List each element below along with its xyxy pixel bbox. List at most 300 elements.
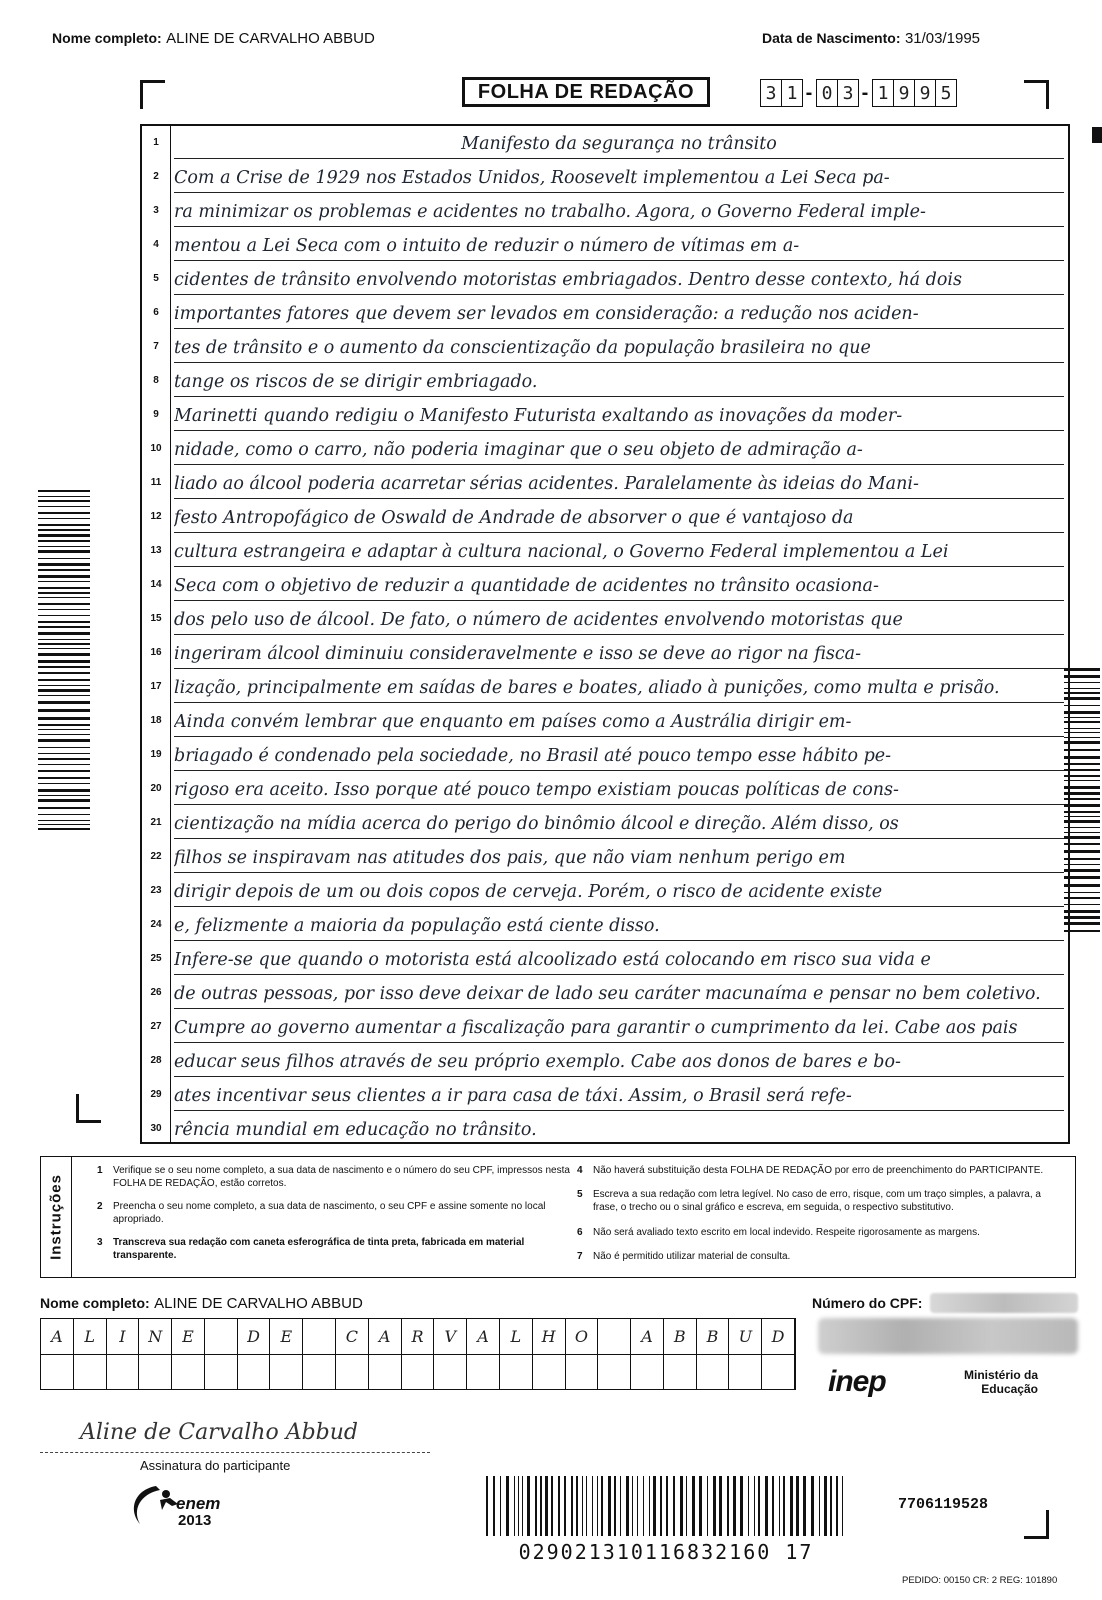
order-info: PEDIDO: 00150 CR: 2 REG: 101890 [902, 1575, 1058, 1586]
barcode-bar [38, 828, 90, 830]
instruction-item [97, 1165, 577, 1190]
inep-logo: inep [828, 1365, 886, 1398]
name-letter-cell: U [729, 1319, 762, 1354]
essay-sheet [140, 124, 1070, 1144]
essay-line [142, 432, 1068, 466]
essay-line [142, 364, 1068, 398]
handwritten-text: Cumpre ao governo aumentar a fiscalização para garantir o cumprimento da lei. Cabe aos pais [174, 1014, 1064, 1043]
instruction-text: Não será avaliado texto escrito em local indevido. Respeite rigorosamente as margens. [593, 1227, 980, 1238]
name-letter-cell: B [697, 1319, 730, 1354]
essay-line [142, 262, 1068, 296]
barcode-bar [38, 679, 90, 681]
instruction-number: 1 [97, 1165, 103, 1176]
line-number: 23 [150, 885, 162, 896]
header-birthdate [762, 30, 980, 48]
name-letter-cell: O [566, 1319, 599, 1354]
instruction-text: Escreva a sua redação com letra legível. No caso de erro, risque, com um traço simples, a palavra, a frase, o trecho ou o sinal gráfico e escreva, em seguida, o respectivo substitutivo. [593, 1189, 1041, 1213]
date-digit-box: 0 [816, 79, 838, 107]
handwritten-text: Ainda convém lembrar que enquanto em países como a Austrália dirigir em- [174, 708, 1064, 737]
barcode-bar [38, 534, 90, 537]
barcode-bar [819, 1476, 820, 1536]
empty-letter-cell [139, 1355, 172, 1389]
handwritten-text: cidentes de trânsito envolvendo motoristas embriagados. Dentro desse contexto, há dois [174, 266, 1064, 295]
essay-line [142, 942, 1068, 976]
essay-line [142, 466, 1068, 500]
barcode-bar [643, 1476, 644, 1536]
barcode-bar [38, 529, 90, 531]
enem-year: 2013 [178, 1512, 212, 1529]
barcode-bar [637, 1476, 638, 1536]
barcode-bar [38, 799, 90, 802]
line-number: 6 [153, 307, 159, 318]
line-number: 27 [150, 1021, 162, 1032]
essay-line [142, 160, 1068, 194]
barcode-bar [649, 1476, 650, 1536]
barcode-bar [38, 753, 90, 754]
barcode-bar [727, 1476, 729, 1536]
handwritten-text: Infere-se que quando o motorista está alcoolizado está colocando em risco sua vida e [174, 946, 1064, 975]
barcode-bar [38, 524, 90, 526]
name-letter-grid [40, 1318, 796, 1390]
name-letter-cell: C [336, 1319, 369, 1354]
barcode-bar [38, 540, 90, 542]
serial-number: 7706119528 [898, 1496, 989, 1513]
lower-name-label: Nome completo: [40, 1295, 150, 1311]
cpf-redacted [930, 1293, 1078, 1313]
essay-line [142, 602, 1068, 636]
essay-line [142, 228, 1068, 262]
barcode-bar [38, 795, 90, 796]
instruction-text: Verifique se o seu nome completo, a sua data de nascimento e o número do seu CPF, impressos nesta FOLHA DE REDAÇÃO, estão corretos. [113, 1165, 570, 1189]
handwritten-text: tange os riscos de se dirigir embriagado. [174, 368, 1064, 397]
barcode-number: 029021310116832160 17 [518, 1540, 814, 1564]
name-letter-cell: E [270, 1319, 303, 1354]
handwritten-text: lização, principalmente em saídas de bares e boates, aliado à punições, como multa e prisão. [174, 674, 1064, 703]
line-number: 7 [153, 341, 159, 352]
corner-mark-top-left [140, 80, 165, 109]
barcode-bar [626, 1476, 629, 1536]
name-letter-cell: D [762, 1319, 795, 1354]
line-number: 2 [153, 171, 159, 182]
form-title: FOLHA DE REDAÇÃO [462, 77, 710, 107]
barcode-bar [38, 550, 90, 553]
barcode-bar [38, 609, 90, 610]
essay-line [142, 1078, 1068, 1112]
line-number: 17 [150, 681, 162, 692]
barcode-bar [719, 1476, 722, 1536]
barcode-bar [38, 563, 90, 566]
handwritten-text: Com a Crise de 1929 nos Estados Unidos, Roosevelt implementou a Lei Seca pa- [174, 164, 1064, 193]
barcode-bar [38, 689, 90, 692]
line-number: 15 [150, 613, 162, 624]
essay-line [142, 330, 1068, 364]
instruction-item [577, 1251, 1067, 1264]
empty-letter-cell [74, 1355, 107, 1389]
barcode-bar [38, 626, 90, 628]
handwritten-text: de outras pessoas, por isso deve deixar de lado seu caráter macunaíma e pensar no bem coletivo. [174, 980, 1064, 1009]
barcode-bar [518, 1476, 519, 1536]
barcode-bar [564, 1476, 566, 1536]
barcode-bar [38, 643, 90, 645]
barcode-bar [811, 1476, 814, 1536]
handwritten-text: festo Antropofágico de Oswald de Andrade de absorver o que é vantajoso da [174, 504, 1064, 533]
barcode-bar [666, 1476, 668, 1536]
barcode-bar [551, 1476, 553, 1536]
empty-letter-cell [762, 1355, 795, 1389]
line-number: 5 [153, 273, 159, 284]
date-separator: - [861, 81, 869, 104]
instruction-number: 4 [577, 1165, 583, 1176]
handwritten-text: Marinetti quando redigiu o Manifesto Futurista exaltando as inovações da moder- [174, 402, 1064, 431]
instruction-item [577, 1227, 1067, 1240]
barcode-bar [38, 758, 90, 760]
barcode-bar [653, 1476, 656, 1536]
barcode-bar [38, 724, 90, 726]
barcode-bar [38, 639, 90, 640]
corner-mark-top-right [1024, 80, 1049, 109]
name-letter-cell: A [467, 1319, 500, 1354]
date-digit-box: 1 [781, 79, 803, 107]
line-number: 8 [153, 375, 159, 386]
signature-line [40, 1452, 430, 1453]
name-letter-cell: I [107, 1319, 140, 1354]
lower-name-value: ALINE DE CARVALHO ABBUD [154, 1295, 363, 1312]
essay-line [142, 976, 1068, 1010]
lower-name [40, 1295, 363, 1313]
barcode-bar [38, 789, 90, 792]
barcode-bar [830, 1476, 832, 1536]
line-number: 24 [150, 919, 162, 930]
date-digit-box: 9 [893, 79, 915, 107]
handwritten-text: tes de trânsito e o aumento da conscientização da população brasileira no que [174, 334, 1064, 363]
barcode-bar [748, 1476, 749, 1536]
line-number: 18 [150, 715, 162, 726]
handwritten-text: dos pelo uso de álcool. De fato, o número de acidentes envolvendo motoristas que [174, 606, 1064, 635]
barcode-bar [38, 500, 90, 502]
instruction-item [97, 1201, 577, 1226]
barcode-bar [38, 512, 90, 514]
empty-letter-cell [336, 1355, 369, 1389]
line-number: 4 [153, 239, 159, 250]
essay-line [142, 704, 1068, 738]
date-boxes [760, 78, 956, 108]
barcode-bar [38, 820, 90, 821]
essay-line [142, 738, 1068, 772]
header-birthdate-label: Data de Nascimento: [762, 30, 901, 46]
barcode-bar [38, 824, 90, 825]
name-letter-cell [303, 1319, 336, 1354]
empty-letter-cell [467, 1355, 500, 1389]
name-letter-cell [598, 1319, 631, 1354]
barcode-bar [535, 1476, 537, 1536]
empty-letter-cell [172, 1355, 205, 1389]
handwritten-text: ra minimizar os problemas e acidentes no trabalho. Agora, o Governo Federal imple- [174, 198, 1064, 227]
empty-letter-cell [402, 1355, 435, 1389]
cpf-label: Número do CPF: [812, 1295, 923, 1311]
instruction-item [577, 1189, 1067, 1214]
line-number: 1 [153, 137, 159, 148]
barcode-bar [772, 1476, 774, 1536]
barcode-bar [632, 1476, 633, 1536]
barcode-bar [493, 1476, 495, 1536]
barcode-bar [527, 1476, 530, 1536]
barcode-bar [713, 1476, 716, 1536]
empty-letter-cell [631, 1355, 664, 1389]
handwritten-text: filhos se inspiravam nas atitudes dos pais, que não viam nenhum perigo em [174, 844, 1064, 873]
enem-logo [126, 1480, 236, 1530]
empty-letter-cell [107, 1355, 140, 1389]
empty-letter-cell [664, 1355, 697, 1389]
line-number: 3 [153, 205, 159, 216]
essay-line [142, 772, 1068, 806]
handwritten-text: educar seus filhos através de seu próprio exemplo. Cabe aos donos de bares e bo- [174, 1048, 1064, 1077]
barcode-bar [601, 1476, 603, 1536]
line-number: 10 [150, 443, 162, 454]
line-number: 22 [150, 851, 162, 862]
line-number: 19 [150, 749, 162, 760]
barcode-bar [486, 1476, 488, 1536]
barcode-bar [754, 1476, 755, 1536]
name-letter-cell [205, 1319, 238, 1354]
essay-line [142, 1112, 1068, 1146]
essay-line [142, 840, 1068, 874]
header-name [52, 30, 375, 48]
handwritten-text: briagado é condenado pela sociedade, no Brasil até pouco tempo esse hábito pe- [174, 742, 1064, 771]
name-letter-cell: L [500, 1319, 533, 1354]
barcode-bar [545, 1476, 548, 1536]
barcode-bar [38, 653, 90, 656]
essay-line [142, 568, 1068, 602]
empty-letter-cell [41, 1355, 74, 1389]
empty-letter-cell [533, 1355, 566, 1389]
barcode-bar [38, 660, 90, 663]
participant-signature: Aline de Carvalho Abbud [80, 1420, 358, 1445]
barcode-bar [38, 506, 90, 507]
line-number: 12 [150, 511, 162, 522]
barcode-bar [707, 1476, 708, 1536]
line-number: 28 [150, 1055, 162, 1066]
barcode-bar [38, 814, 90, 815]
barcode-bar [38, 770, 90, 772]
name-letter-cell: N [139, 1319, 172, 1354]
essay-line [142, 296, 1068, 330]
ministerio-label: Ministério da Educação [963, 1368, 1038, 1396]
empty-letter-cell [598, 1355, 631, 1389]
barcode-bar [522, 1476, 523, 1536]
barcode-bar [586, 1476, 587, 1536]
barcode-bar [779, 1476, 780, 1536]
instruction-item [577, 1165, 1067, 1178]
name-letter-cell: L [74, 1319, 107, 1354]
handwritten-text: e, felizmente a maioria da população está ciente disso. [174, 912, 1064, 941]
essay-line [142, 398, 1068, 432]
name-letter-cell: H [533, 1319, 566, 1354]
line-number: 29 [150, 1089, 162, 1100]
barcode-bar [765, 1476, 768, 1536]
line-number: 11 [150, 477, 162, 488]
barcode-bar [692, 1476, 695, 1536]
name-letter-cell: A [631, 1319, 664, 1354]
date-separator: - [805, 81, 813, 104]
line-number: 21 [150, 817, 162, 828]
barcode-bar [608, 1476, 611, 1536]
barcode-bar [38, 518, 90, 519]
name-letter-cell: B [664, 1319, 697, 1354]
date-digit-box: 9 [914, 79, 936, 107]
horizontal-barcode [486, 1476, 846, 1536]
name-letter-cell: E [172, 1319, 205, 1354]
barcode-bar [38, 685, 90, 686]
empty-letter-cell [303, 1355, 336, 1389]
date-digit-box: 3 [837, 79, 859, 107]
barcode-bar [620, 1476, 621, 1536]
handwritten-text: rigoso era aceito. Isso porque até pouco tempo existiam poucas políticas de cons- [174, 776, 1064, 805]
instruction-number: 2 [97, 1201, 103, 1212]
instructions-side-label [41, 1157, 72, 1277]
barcode-bar [500, 1476, 501, 1536]
instruction-item [97, 1237, 577, 1262]
barcode-bar [660, 1476, 662, 1536]
barcode-bar [506, 1476, 509, 1536]
handwritten-text: ingeriram álcool diminuiu consideravelmente e isso se deve ao rigor na fisca- [174, 640, 1064, 669]
name-letter-cell: V [434, 1319, 467, 1354]
barcode-bar [836, 1476, 838, 1536]
corner-mark-bottom-right [1024, 1510, 1049, 1539]
essay-line [142, 194, 1068, 228]
line-number: 13 [150, 545, 162, 556]
empty-letter-cell [434, 1355, 467, 1389]
barcode-bar [614, 1476, 616, 1536]
enem-label: enem [176, 1494, 221, 1513]
vertical-barcode-left [38, 490, 90, 835]
barcode-bar [576, 1476, 578, 1536]
barcode-bar [38, 764, 90, 765]
empty-letter-cell [205, 1355, 238, 1389]
barcode-bar [803, 1476, 806, 1536]
barcode-bar [38, 695, 90, 696]
line-number: 16 [150, 647, 162, 658]
line-number: 30 [150, 1123, 162, 1134]
barcode-bar [38, 666, 90, 668]
handwritten-text: Manifesto da segurança no trânsito [174, 130, 1064, 159]
barcode-bar [790, 1476, 793, 1536]
handwritten-text: ates incentivar seus clientes a ir para casa de táxi. Assim, o Brasil será refe- [174, 1082, 1064, 1111]
instruction-text: Preencha o seu nome completo, a sua data de nascimento, o seu CPF e assine somente no local apropriado. [113, 1201, 546, 1225]
essay-line [142, 126, 1068, 160]
name-letter-cell: R [402, 1319, 435, 1354]
handwritten-text: Seca com o objetivo de reduzir a quantidade de acidentes no trânsito ocasiona- [174, 572, 1064, 601]
essay-line [142, 874, 1068, 908]
handwritten-text: importantes fatores que devem ser levados em consideração: a redução nos aciden- [174, 300, 1064, 329]
handwritten-text: nidade, como o carro, não poderia imaginar que o seu objeto de admiração a- [174, 436, 1064, 465]
handwritten-text: mentou a Lei Seca com o intuito de reduzir o número de vítimas em a- [174, 232, 1064, 261]
barcode-bar [38, 672, 90, 674]
barcode-bar [824, 1476, 827, 1536]
barcode-bar [842, 1476, 843, 1536]
barcode-bar [38, 587, 90, 589]
empty-letter-cell [369, 1355, 402, 1389]
barcode-bar [38, 603, 90, 605]
barcode-bar [38, 717, 90, 720]
barcode-bar [38, 729, 90, 730]
line-number: 26 [150, 987, 162, 998]
line-number: 25 [150, 953, 162, 964]
essay-line [142, 636, 1068, 670]
empty-letter-cell [500, 1355, 533, 1389]
empty-letter-cell [566, 1355, 599, 1389]
empty-letter-cell [238, 1355, 271, 1389]
barcode-bar [38, 739, 90, 742]
barcode-bar [38, 734, 90, 735]
header-name-label: Nome completo: [52, 30, 162, 46]
essay-line [142, 806, 1068, 840]
barcode-bar [686, 1476, 687, 1536]
barcode-bar [796, 1476, 799, 1536]
instruction-text: Transcreva sua redação com caneta esferográfica de tinta preta, fabricada em material transparente. [113, 1237, 525, 1261]
line-number: 14 [150, 579, 162, 590]
essay-line [142, 534, 1068, 568]
barcode-bar [680, 1476, 683, 1536]
header-birthdate-value: 31/03/1995 [904, 30, 981, 47]
barcode-bar [38, 592, 90, 594]
essay-line [142, 670, 1068, 704]
barcode-bar [38, 558, 90, 559]
alignment-mark [1092, 127, 1102, 143]
barcode-bar [38, 597, 90, 598]
date-digit-box: 1 [872, 79, 894, 107]
barcode-bar [38, 632, 90, 635]
corner-mark-bottom-left [76, 1094, 101, 1123]
barcode-bar [38, 648, 90, 649]
barcode-bar [783, 1476, 785, 1536]
essay-line [142, 1044, 1068, 1078]
barcode-bar [38, 581, 90, 582]
instructions-panel [40, 1156, 1076, 1278]
barcode-bar [38, 747, 90, 748]
essay-line [142, 500, 1068, 534]
empty-letter-cell [729, 1355, 762, 1389]
line-number: 20 [150, 783, 162, 794]
barcode-bar [38, 569, 90, 571]
barcode-bar [597, 1476, 598, 1536]
instruction-text: Não haverá substituição desta FOLHA DE REDAÇÃO por erro de preenchimento do PARTICIPANTE. [593, 1165, 1044, 1176]
empty-letter-cell [697, 1355, 730, 1389]
barcode-bar [38, 807, 90, 809]
header-name-value: ALINE DE CARVALHO ABBUD [166, 30, 375, 47]
cpf-redacted-digits [818, 1318, 1078, 1354]
barcode-bar [582, 1476, 583, 1536]
instruction-number: 3 [97, 1237, 103, 1248]
barcode-bar [733, 1476, 736, 1536]
instruction-number: 7 [577, 1251, 583, 1262]
barcode-bar [38, 546, 90, 547]
handwritten-text: liado ao álcool poderia acarretar sérias acidentes. Paralelamente às ideias do Mani- [174, 470, 1064, 499]
barcode-bar [514, 1476, 515, 1536]
instruction-number: 6 [577, 1227, 583, 1238]
handwritten-text: cientização na mídia acerca do perigo do binômio álcool e direção. Além disso, os [174, 810, 1064, 839]
barcode-bar [758, 1476, 760, 1536]
barcode-bar [38, 701, 90, 704]
barcode-bar [38, 575, 90, 578]
barcode-bar [540, 1476, 542, 1536]
handwritten-text: rência mundial em educação no trânsito. [174, 1120, 537, 1140]
handwritten-text: dirigir depois de um ou dois copos de cerveja. Porém, o risco de acidente existe [174, 878, 1064, 907]
instruction-text: Não é permitido utilizar material de consulta. [593, 1251, 791, 1262]
signature-label: Assinatura do participante [140, 1458, 291, 1473]
barcode-bar [740, 1476, 743, 1536]
barcode-bar [38, 709, 90, 712]
barcode-bar [673, 1476, 675, 1536]
